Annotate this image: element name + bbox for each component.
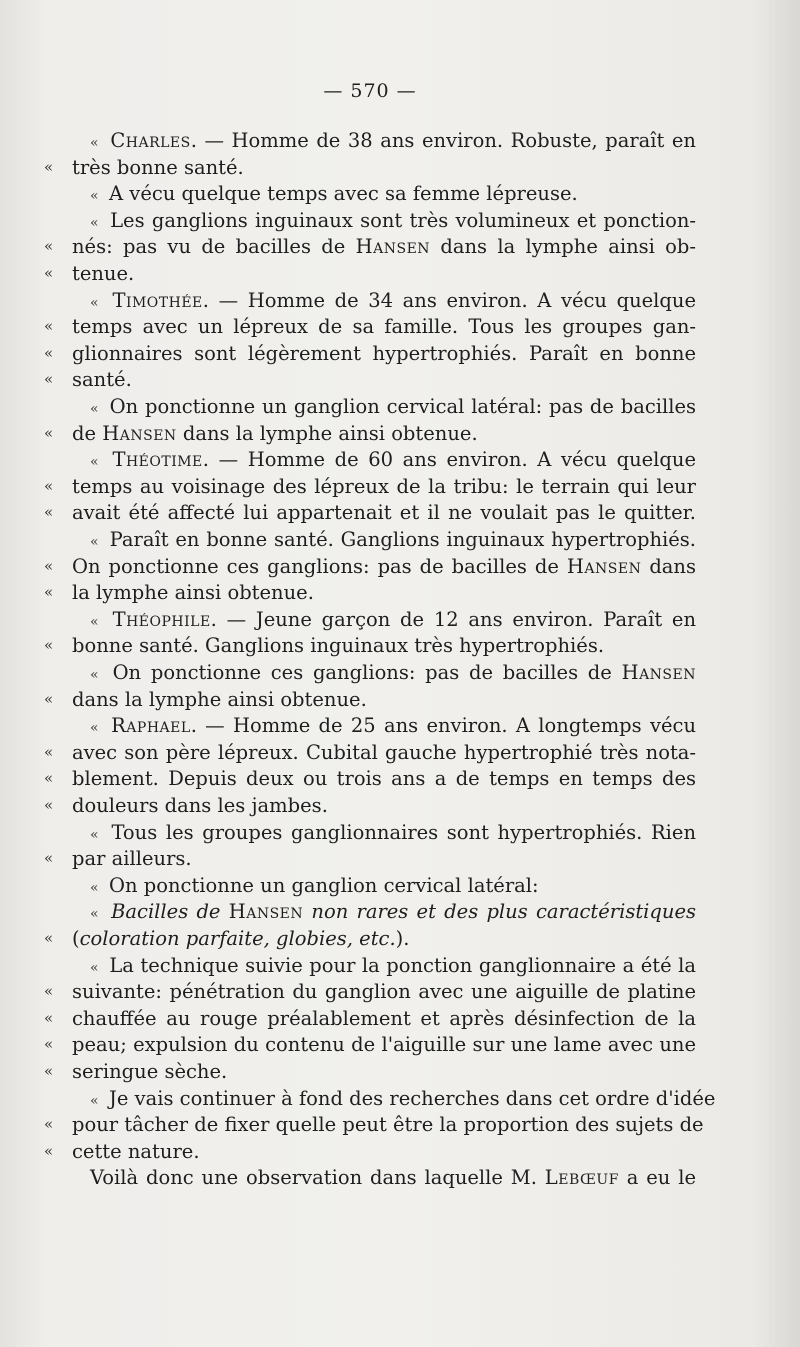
text-run: On ponctionne un ganglion cervical latéral: — [109, 873, 539, 897]
page-number: — 570 — — [323, 80, 417, 102]
text-line — [0, 819, 800, 846]
margin-quote-mark: « — [44, 556, 54, 575]
margin-quote-mark: « — [44, 237, 54, 256]
text-run: « — [90, 401, 104, 417]
margin-quote-mark: « — [44, 1062, 54, 1080]
text-line — [0, 1031, 800, 1058]
text-line — [0, 446, 800, 473]
text-run: « — [90, 879, 104, 896]
line-text — [90, 526, 696, 556]
line-text — [72, 739, 696, 766]
text-run: avec son père lépreux. Cubital gauche hypertrophié très nota- — [72, 740, 696, 764]
text-run: Théophile — [112, 607, 211, 631]
text-line — [0, 1138, 800, 1165]
text-run: peau; expulsion du contenu de l'aiguille sur une lame avec une — [72, 1033, 696, 1057]
line-text — [90, 819, 696, 849]
line-text — [72, 260, 696, 287]
margin-quote-mark: « — [44, 1115, 54, 1134]
text-line — [0, 499, 800, 526]
text-line — [0, 1111, 800, 1138]
line-text — [72, 233, 696, 260]
margin-quote-mark: « — [44, 1035, 54, 1054]
text-run: glionnaires sont légèrement hypertrophiés. Paraît en bonne — [72, 341, 696, 365]
text-run: Je vais continuer à fond des recherches dans cet ordre d'idée — [109, 1086, 716, 1110]
text-line — [0, 1058, 800, 1085]
text-run: dans — [641, 554, 696, 578]
text-run: avait été affecté lui appartenait et il ne voulait pas le quitter. — [72, 501, 696, 525]
margin-quote-mark: « — [44, 689, 54, 708]
text-run: Théotime — [112, 448, 203, 472]
margin-quote-mark: « — [44, 423, 54, 442]
text-line — [0, 313, 800, 340]
text-run: non rares et des plus caractéristiques — [303, 900, 697, 924]
text-run: A vécu quelque temps avec sa femme lépreuse. — [109, 182, 578, 206]
text-line — [0, 579, 800, 606]
text-run: « — [90, 1092, 104, 1109]
text-line — [0, 765, 800, 792]
text-run: nés: pas vu de bacilles de — [72, 235, 356, 259]
text-run: Bacilles de — [111, 900, 229, 924]
line-text — [72, 1058, 696, 1085]
line-text — [90, 872, 696, 902]
line-text — [72, 845, 696, 872]
text-run: de — [72, 421, 103, 445]
text-run: très bonne santé. — [72, 155, 244, 179]
text-line — [0, 207, 800, 234]
line-text — [72, 1138, 696, 1165]
text-line — [0, 473, 800, 500]
line-text — [72, 1111, 704, 1138]
margin-quote-mark: « — [44, 849, 54, 868]
text-line — [0, 260, 800, 287]
text-run: . — Jeune garçon de 12 ans environ. Paraît en — [210, 607, 697, 631]
text-run: « — [90, 214, 105, 231]
line-text — [90, 287, 696, 317]
text-run: « — [90, 294, 107, 311]
text-run: ). — [395, 927, 410, 950]
text-run: . — Homme de 38 ans environ. Robuste, paraît en — [190, 129, 696, 152]
text-run: . — Homme de 34 ans environ. A vécu quelque — [202, 288, 697, 312]
text-line — [0, 606, 800, 633]
text-run: « — [90, 826, 106, 843]
margin-quote-mark: « — [44, 476, 54, 495]
text-line — [0, 872, 800, 899]
text-line — [0, 952, 800, 979]
text-line — [0, 686, 800, 713]
line-text — [72, 579, 696, 606]
margin-quote-mark: « — [44, 157, 54, 176]
text-line — [0, 792, 800, 819]
line-text — [72, 473, 696, 500]
text-line — [0, 739, 800, 766]
text-run: Les ganglions inguinaux sont très volumineux et ponction- — [110, 208, 697, 232]
text-run: Tous les groupes ganglionnaires sont hypertrophiés. Rien — [111, 820, 697, 844]
text-run: coloration parfaite, globies, etc. — [79, 927, 396, 950]
text-run: « — [90, 906, 106, 923]
text-run: Raphael — [111, 714, 191, 738]
text-line — [0, 659, 800, 686]
margin-quote-mark: « — [44, 264, 54, 282]
text-line — [0, 925, 800, 952]
line-text — [72, 154, 696, 181]
text-run: . — Homme de 60 ans environ. A vécu quelque — [202, 448, 697, 472]
text-run: « — [90, 959, 104, 976]
text-run: Charles — [110, 129, 191, 152]
line-text — [90, 712, 696, 742]
text-run: Paraît en bonne santé. Ganglions inguinaux hypertrophiés. — [109, 528, 696, 551]
text-run: cette nature. — [72, 1139, 200, 1163]
line-text — [72, 792, 696, 819]
text-run: temps au voisinage des lépreux de la tribu: le terrain qui leur — [72, 474, 696, 498]
text-run: seringue sèche. — [72, 1060, 228, 1083]
text-run: . — Homme de 25 ans environ. A longtemps vécu — [190, 714, 697, 738]
line-text — [72, 553, 696, 580]
text-line — [0, 553, 800, 580]
text-run: pour tâcher de fixer quelle peut être la proportion des sujets de — [72, 1113, 704, 1137]
line-text — [90, 606, 696, 636]
line-text — [90, 898, 696, 928]
text-run: « — [90, 534, 104, 550]
line-text — [90, 393, 696, 423]
line-text — [72, 978, 696, 1005]
text-run: dans la lymphe ainsi ob- — [430, 235, 696, 259]
text-line — [0, 526, 800, 553]
line-text — [72, 420, 696, 447]
text-run: « — [90, 720, 106, 737]
text-run: Hansen — [566, 554, 642, 578]
text-line — [0, 1085, 800, 1112]
line-text — [90, 127, 696, 157]
text-line — [0, 978, 800, 1005]
margin-quote-mark: « — [44, 1008, 54, 1027]
line-text — [72, 313, 696, 340]
text-line — [0, 420, 800, 447]
text-run: suivante: pénétration du ganglion avec une aiguille de platine — [72, 980, 696, 1004]
text-run: blement. Depuis deux ou trois ans a de temps en temps des — [72, 767, 696, 791]
text-line — [0, 712, 800, 739]
margin-quote-mark: « — [44, 370, 54, 389]
text-run: Hansen — [621, 661, 696, 684]
margin-quote-mark: « — [44, 769, 54, 788]
text-line — [0, 233, 800, 260]
text-run: Hansen — [355, 235, 431, 259]
text-line — [0, 287, 800, 314]
text-run: « — [90, 188, 104, 205]
line-text — [72, 1005, 696, 1032]
line-text — [72, 499, 696, 526]
line-text — [72, 1031, 696, 1058]
text-run: chauffée au rouge préalablement et après désinfection de la — [72, 1006, 696, 1030]
text-line — [0, 154, 800, 181]
text-run: La technique suivie pour la ponction ganglionnaire a été la — [109, 953, 697, 977]
line-text — [90, 952, 696, 982]
margin-quote-mark: « — [44, 636, 54, 655]
margin-quote-mark: « — [44, 982, 54, 1001]
text-run: « — [90, 454, 107, 471]
margin-quote-mark: « — [44, 796, 54, 814]
text-run: On ponctionne ces ganglions: pas de bacilles de — [112, 661, 622, 684]
line-text — [72, 340, 696, 367]
margin-quote-mark: « — [44, 317, 54, 336]
margin-quote-mark: « — [44, 503, 54, 522]
text-run: ( — [72, 927, 80, 950]
margin-quote-mark: « — [44, 742, 54, 761]
text-run: a eu le — [618, 1166, 696, 1190]
text-run: bonne santé. Ganglions inguinaux très hypertrophiés. — [72, 634, 605, 658]
text-run: « — [90, 613, 107, 630]
line-text — [90, 1085, 716, 1115]
text-run: dans la lymphe ainsi obtenue. — [72, 687, 367, 711]
text-line — [0, 366, 800, 393]
text-run: On ponctionne un ganglion cervical latéral: pas de bacilles — [109, 395, 696, 418]
text-run: Timothée — [112, 288, 203, 312]
line-text — [72, 686, 696, 713]
line-text — [90, 446, 696, 476]
line-text — [90, 207, 696, 237]
line-text — [72, 925, 696, 952]
text-run: « — [90, 135, 105, 151]
line-text — [90, 180, 696, 210]
margin-quote-mark: « — [44, 929, 54, 947]
line-text — [90, 1164, 696, 1191]
line-text — [72, 765, 696, 792]
text-line — [0, 1164, 800, 1191]
text-line — [0, 340, 800, 367]
line-text — [72, 366, 696, 393]
text-run: temps avec un lépreux de sa famille. Tous les groupes gan- — [72, 315, 696, 339]
text-line — [0, 180, 800, 207]
line-text — [72, 632, 696, 659]
text-line — [0, 127, 800, 154]
text-run: la lymphe ainsi obtenue. — [72, 581, 314, 605]
text-run: Hansen — [102, 421, 177, 445]
text-line — [0, 898, 800, 925]
text-run: Lebœuf — [544, 1166, 619, 1190]
text-line — [0, 1005, 800, 1032]
text-run: On ponctionne ces ganglions: pas de bacilles de — [72, 554, 567, 578]
margin-quote-mark: « — [44, 343, 54, 362]
line-text — [90, 659, 696, 689]
text-line — [0, 632, 800, 659]
text-run: douleurs dans les jambes. — [72, 794, 328, 817]
margin-quote-mark: « — [44, 583, 54, 602]
text-run: tenue. — [72, 262, 135, 285]
text-run: santé. — [72, 368, 132, 392]
text-run: Voilà donc une observation dans laquelle M. — [90, 1166, 545, 1190]
text-run: dans la lymphe ainsi obtenue. — [176, 421, 478, 445]
text-run: par ailleurs. — [72, 847, 192, 871]
text-line — [0, 393, 800, 420]
text-line — [0, 845, 800, 872]
text-run: « — [90, 667, 107, 683]
margin-quote-mark: « — [44, 1141, 54, 1160]
text-run: Hansen — [228, 900, 304, 924]
